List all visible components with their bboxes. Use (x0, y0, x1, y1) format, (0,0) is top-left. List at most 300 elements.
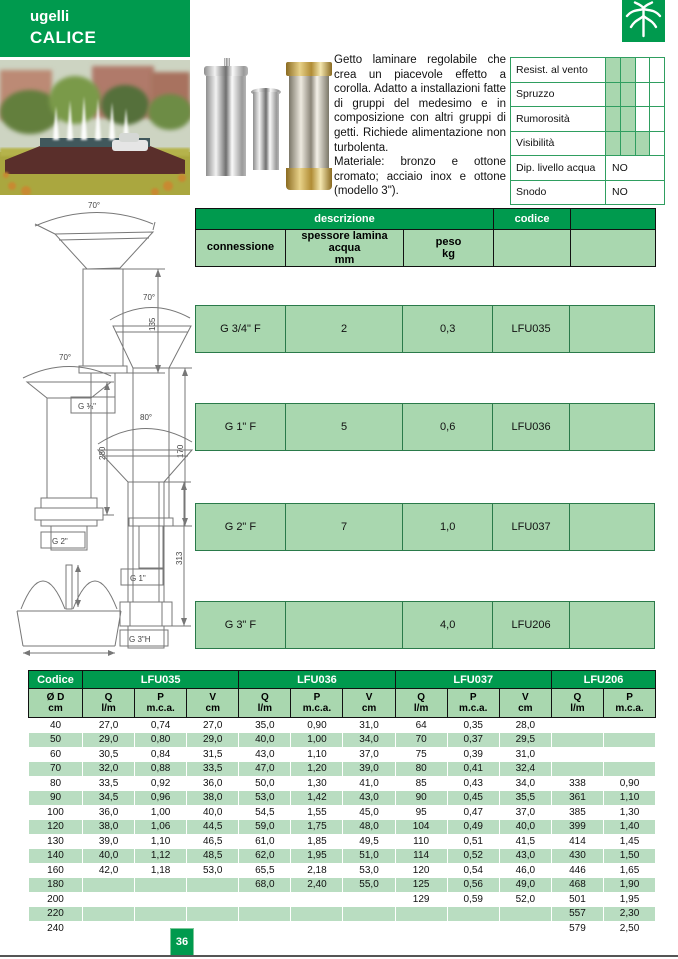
spec-col-peso-line1: peso (435, 236, 462, 248)
characteristic-row (511, 58, 665, 83)
flow-value-cell (135, 907, 187, 922)
flow-data-row (29, 791, 656, 806)
flow-value-cell: 45,0 (359, 806, 379, 818)
flow-header-model: LFU206 (551, 671, 655, 689)
flow-value-cell: 2,40 (291, 878, 343, 893)
flow-value-cell: 0,37 (447, 733, 499, 748)
drawing-height-label: 280 (98, 446, 107, 460)
flow-value-cell: 2,50 (619, 922, 640, 934)
spec-spessore: 5 (285, 403, 403, 451)
flow-value-cell: 65,5 (255, 864, 275, 876)
rating-bar (606, 58, 664, 82)
flow-value-cell: 42,0 (98, 864, 119, 876)
flow-value-cell: 32,0 (83, 762, 135, 777)
rating-cell (649, 58, 664, 82)
flow-value-cell: 62,0 (239, 849, 291, 864)
flow-value-cell: 0,92 (150, 777, 171, 789)
flow-value-cell: 385 (569, 806, 586, 818)
flow-value-cell: 1,42 (291, 791, 343, 806)
flow-value-cell: 110 (413, 835, 430, 847)
characteristic-label: Rumorosità (511, 107, 606, 132)
characteristic-value (606, 107, 665, 132)
rating-cell (620, 83, 635, 107)
flow-value-cell: 64 (415, 719, 427, 731)
flow-value-cell: 1,10 (307, 748, 327, 760)
spec-connessione: G 3/4" F (195, 305, 286, 353)
flow-value-cell: 90 (395, 791, 447, 806)
nozzle-photo-1 (206, 76, 246, 176)
flow-value-cell: 1,90 (603, 878, 655, 893)
description-paragraph: Materiale: bronzo e ottone cromato; acciaio inox e ottone (modello 3"). (334, 156, 506, 198)
characteristic-row (511, 131, 665, 156)
flow-value-cell: 0,56 (447, 878, 499, 893)
drawing-height-label: 135 (148, 317, 157, 331)
flow-value-cell: 35,0 (255, 719, 275, 731)
spec-empty (569, 403, 655, 451)
rating-cell (649, 107, 664, 131)
spec-row (195, 403, 655, 451)
flow-value-cell: 34,5 (83, 791, 135, 806)
flow-value-cell: 0,90 (307, 719, 327, 731)
drawing-angle-label: 70° (59, 353, 72, 362)
flow-value-cell: 31,0 (359, 719, 379, 731)
flow-header-quantity: Q l/m (395, 689, 447, 718)
flow-value-cell: 2,18 (307, 864, 327, 876)
spec-spessore: 7 (285, 503, 403, 551)
drawing-angle-label: 70° (143, 293, 156, 302)
characteristic-label: Dip. livello acqua (511, 156, 606, 181)
flow-data-row (29, 776, 656, 791)
flow-diameter-cell: 80 (49, 777, 62, 789)
page-title-product: CALICE (30, 28, 97, 47)
flow-header-codes-row (29, 671, 656, 689)
spec-col-spessore-line2: mm (334, 254, 355, 266)
flow-value-cell: 120 (412, 864, 430, 876)
spec-peso: 0,6 (402, 403, 493, 451)
spec-header-codice: codice (494, 209, 571, 230)
characteristic-value (606, 82, 665, 107)
flow-value-cell: 0,49 (447, 820, 499, 835)
flow-header-model: LFU036 (239, 671, 395, 689)
spec-col-peso-line2: kg (442, 248, 455, 260)
spec-connessione: G 2" F (195, 503, 286, 551)
flow-value-cell: 39,0 (98, 835, 119, 847)
flow-value-cell (187, 921, 239, 936)
spec-codice: LFU035 (492, 305, 570, 353)
rating-cell (620, 107, 635, 131)
flow-value-cell (291, 907, 343, 922)
rating-bar (606, 107, 664, 131)
flow-value-cell: 54,5 (255, 806, 275, 818)
flow-value-cell: 31,0 (515, 748, 536, 760)
flow-value-cell (291, 921, 343, 936)
flow-value-cell: 1,95 (619, 893, 640, 905)
characteristic-value: NO (606, 156, 665, 181)
flow-data-row (29, 878, 656, 893)
flow-value-cell: 1,50 (603, 849, 655, 864)
flow-value-cell (187, 878, 239, 893)
rating-cell (620, 58, 635, 82)
nozzle-photo-2 (253, 92, 279, 170)
characteristic-value (606, 131, 665, 156)
nozzle-photo-3-base (286, 168, 332, 190)
flow-data-row (29, 718, 656, 733)
flow-value-cell (343, 907, 395, 922)
rating-cell (620, 132, 635, 156)
flow-header-quantity: Q l/m (83, 689, 135, 718)
spec-peso: 0,3 (402, 305, 493, 353)
flow-diameter-cell: 60 (49, 748, 62, 760)
flow-value-cell: 0,90 (619, 777, 640, 789)
flow-value-cell: 48,5 (187, 849, 239, 864)
characteristic-value: NO (606, 180, 665, 205)
spec-connessione: G 1" F (195, 403, 286, 451)
characteristic-label: Visibilità (511, 131, 606, 156)
rating-bar (606, 132, 664, 156)
flow-value-cell: 1,12 (135, 849, 187, 864)
flow-value-cell: 37,0 (515, 806, 536, 818)
flow-value-cell: 33,5 (187, 762, 239, 777)
flow-header-quantity: P m.c.a. (603, 689, 655, 718)
flow-data-row (29, 762, 656, 777)
flow-value-cell: 0,59 (463, 893, 483, 905)
flow-value-cell: 104 (395, 820, 447, 835)
page-title-category: ugelli (30, 8, 70, 25)
flow-value-cell: 0,45 (447, 791, 499, 806)
flow-value-cell (239, 921, 291, 936)
flow-value-cell (83, 907, 135, 922)
flow-value-cell: 27,0 (98, 719, 119, 731)
spec-col-spessore (286, 230, 404, 267)
flow-value-cell: 49,5 (359, 835, 379, 847)
drawing-thread-label: G 1" (130, 574, 146, 583)
flow-data-row (29, 747, 656, 762)
flow-data-row (29, 921, 656, 936)
flow-value-cell: 1,30 (307, 777, 327, 789)
drawing-angle-label: 80° (140, 413, 153, 422)
flow-value-cell: 557 (551, 907, 603, 922)
flow-value-cell: 446 (569, 864, 586, 876)
drawing-thread-label: G ¾" (78, 402, 96, 411)
flow-value-cell (83, 921, 135, 936)
flow-value-cell: 0,96 (135, 791, 187, 806)
flow-value-cell: 50,0 (255, 777, 275, 789)
flow-value-cell: 1,95 (291, 849, 343, 864)
flow-value-cell: 44,5 (187, 820, 239, 835)
drawing-height-label: 313 (175, 551, 184, 565)
flow-header-quantity: P m.c.a. (291, 689, 343, 718)
flow-value-cell: 40,0 (203, 806, 223, 818)
spec-codice: LFU036 (492, 403, 570, 451)
rating-cell (635, 132, 650, 156)
flow-value-cell (551, 747, 603, 762)
flow-data-row (29, 805, 656, 820)
flow-value-cell (499, 907, 551, 922)
spec-row (195, 601, 655, 649)
spec-row (195, 305, 655, 353)
spec-header-empty (571, 209, 656, 230)
flow-value-cell: 29,0 (187, 733, 239, 748)
product-description (334, 53, 506, 199)
flow-value-cell: 1,45 (619, 835, 640, 847)
flow-value-cell: 1,20 (291, 762, 343, 777)
spec-connessione: G 3" F (195, 601, 286, 649)
flow-header-quantity: V cm (187, 689, 239, 718)
flow-value-cell: 46,0 (515, 864, 536, 876)
flow-value-cell: 80 (395, 762, 447, 777)
flow-value-cell: 129 (412, 893, 430, 905)
flow-value-cell: 38,0 (187, 791, 239, 806)
flow-diameter-cell: 70 (29, 762, 83, 777)
flow-diameter-cell: 40 (49, 719, 62, 731)
flow-value-cell (603, 747, 655, 762)
spec-spessore (285, 601, 403, 649)
flow-value-cell: 1,00 (150, 806, 171, 818)
characteristic-label: Snodo (511, 180, 606, 205)
spec-peso: 1,0 (402, 503, 493, 551)
flow-value-cell (551, 733, 603, 748)
flow-value-cell: 75 (415, 748, 427, 760)
flow-value-cell (187, 907, 239, 922)
flow-diameter-cell: 100 (47, 806, 64, 818)
flow-diameter-cell: 200 (47, 893, 64, 905)
flow-value-cell: 95 (415, 806, 427, 818)
flow-value-cell: 70 (395, 733, 447, 748)
flow-value-cell: 0,51 (463, 835, 483, 847)
flow-diameter-cell: 160 (47, 864, 64, 876)
flow-value-cell: 52,0 (515, 893, 536, 905)
flow-header-quantity: Q l/m (551, 689, 603, 718)
rating-cell (635, 107, 650, 131)
flow-header-quantity: V cm (343, 689, 395, 718)
flow-value-cell (603, 718, 655, 733)
flow-value-cell: 0,39 (463, 748, 483, 760)
flow-diameter-cell: 90 (29, 791, 83, 806)
flow-value-cell: 48,0 (343, 820, 395, 835)
flow-value-cell: 28,0 (515, 719, 536, 731)
flow-data-row (29, 733, 656, 748)
flow-value-cell: 338 (569, 777, 586, 789)
flow-data-row (29, 892, 656, 907)
flow-value-cell: 1,06 (135, 820, 187, 835)
page-number: 36 (170, 928, 194, 956)
spec-spessore: 2 (285, 305, 403, 353)
rating-cell (635, 83, 650, 107)
flow-header-quantity: Q l/m (239, 689, 291, 718)
spec-table-header (195, 208, 656, 267)
flow-value-cell (135, 878, 187, 893)
flow-header-codice: Codice (29, 671, 83, 689)
rating-cell (606, 107, 620, 131)
flow-value-cell: 0,54 (463, 864, 483, 876)
flow-value-cell: 43,0 (499, 849, 551, 864)
nozzle-photo-cap (204, 66, 248, 76)
fountain-photo (0, 60, 190, 195)
flow-value-cell: 1,10 (150, 835, 171, 847)
flow-header-model: LFU035 (83, 671, 239, 689)
spec-codice: LFU206 (492, 601, 570, 649)
flow-value-cell: 2,30 (603, 907, 655, 922)
nozzle-photo-3-flange (286, 62, 332, 76)
flow-diameter-cell: 120 (29, 820, 83, 835)
flow-value-cell: 38,0 (83, 820, 135, 835)
flow-value-cell: 501 (569, 893, 586, 905)
flow-value-cell: 40,0 (499, 820, 551, 835)
flow-value-cell: 414 (569, 835, 586, 847)
flow-value-cell: 1,40 (603, 820, 655, 835)
flow-header-quantity: P m.c.a. (135, 689, 187, 718)
flow-value-cell: 30,5 (98, 748, 119, 760)
flow-value-cell (447, 921, 499, 936)
flow-value-cell: 29,0 (83, 733, 135, 748)
flow-value-cell: 399 (551, 820, 603, 835)
fountain-icon (622, 0, 665, 42)
drawing-thread-label: G 2" (52, 537, 68, 546)
flow-value-cell: 1,00 (291, 733, 343, 748)
flow-value-cell (83, 892, 135, 907)
rating-cell (606, 83, 620, 107)
flow-value-cell (83, 878, 135, 893)
flow-value-cell: 0,47 (463, 806, 483, 818)
spec-col-empty (571, 230, 656, 267)
flow-value-cell: 125 (395, 878, 447, 893)
characteristic-row (511, 180, 665, 205)
flow-header-quantity: V cm (499, 689, 551, 718)
characteristic-label: Resist. al vento (511, 58, 606, 83)
flow-value-cell: 53,0 (203, 864, 223, 876)
flow-value-cell: 34,0 (343, 733, 395, 748)
flow-value-cell: 31,5 (203, 748, 223, 760)
flow-header-quantity: P m.c.a. (447, 689, 499, 718)
flow-value-cell: 32,4 (499, 762, 551, 777)
flow-value-cell: 0,80 (135, 733, 187, 748)
flow-value-cell: 1,75 (291, 820, 343, 835)
description-paragraph: Getto laminare regolabile che crea un piacevole effetto a corolla. Adatto a installazioni fatte di gruppi del medesimo e in composizione con altri gruppi di getti. Richiede alimentazione non turbolenta. (334, 54, 506, 154)
flow-value-cell: 46,5 (203, 835, 223, 847)
spec-col-spessore-line1: spessore lamina acqua (301, 230, 388, 254)
flow-data-row (29, 834, 656, 849)
page-title-box (0, 0, 190, 57)
characteristic-label: Spruzzo (511, 82, 606, 107)
flow-diameter-cell: 50 (29, 733, 83, 748)
flow-value-cell: 68,0 (239, 878, 291, 893)
flow-value-cell (343, 921, 395, 936)
spec-codice: LFU037 (492, 503, 570, 551)
flow-value-cell (239, 907, 291, 922)
spec-empty (569, 305, 655, 353)
brand-logo (622, 0, 665, 42)
flow-value-cell: 361 (551, 791, 603, 806)
flow-value-cell: 43,0 (343, 791, 395, 806)
flow-diameter-cell: 140 (29, 849, 83, 864)
flow-data-row (29, 907, 656, 922)
flow-value-cell (447, 907, 499, 922)
flow-value-cell: 53,0 (239, 791, 291, 806)
flow-value-cell: 0,52 (447, 849, 499, 864)
flow-data-row (29, 849, 656, 864)
characteristic-row (511, 82, 665, 107)
flow-value-cell: 29,5 (499, 733, 551, 748)
flow-value-cell (551, 762, 603, 777)
flow-value-cell (343, 892, 395, 907)
flow-value-cell (603, 762, 655, 777)
flow-header-diameter: Ø D cm (29, 689, 83, 718)
flow-data-row (29, 863, 656, 878)
flow-value-cell: 0,84 (150, 748, 171, 760)
rating-cell (649, 83, 664, 107)
flow-value-cell: 39,0 (343, 762, 395, 777)
flow-value-cell: 49,0 (499, 878, 551, 893)
flow-value-cell (239, 892, 291, 907)
spec-col-connessione: connessione (196, 230, 286, 267)
rating-cell (606, 132, 620, 156)
flow-value-cell (135, 892, 187, 907)
flow-value-cell (551, 718, 603, 733)
flow-value-cell: 114 (395, 849, 447, 864)
spec-col-empty (494, 230, 571, 267)
spec-row (195, 503, 655, 551)
flow-value-cell: 0,74 (150, 719, 171, 731)
flow-value-cell: 27,0 (203, 719, 223, 731)
flow-value-cell: 40,0 (239, 733, 291, 748)
flow-diameter-cell: 240 (47, 922, 64, 934)
flow-value-cell: 1,30 (619, 806, 640, 818)
characteristics-table (510, 57, 665, 205)
flow-value-cell (395, 907, 447, 922)
drawing-thread-label: G 3"H (129, 635, 151, 644)
characteristic-value (606, 58, 665, 83)
characteristic-row (511, 156, 665, 181)
bottom-rule (0, 955, 678, 957)
flow-header-model: LFU037 (395, 671, 551, 689)
flow-value-cell: 0,88 (135, 762, 187, 777)
flow-value-cell: 34,0 (515, 777, 536, 789)
spec-header-descrizione: descrizione (196, 209, 494, 230)
flow-diameter-cell: 180 (29, 878, 83, 893)
drawing-height-label: 170 (176, 444, 185, 458)
spec-empty (569, 503, 655, 551)
rating-cell (635, 58, 650, 82)
flow-value-cell: 55,0 (343, 878, 395, 893)
rating-cell (649, 132, 664, 156)
flow-diameter-cell: 220 (29, 907, 83, 922)
flow-value-cell: 0,35 (463, 719, 483, 731)
flow-value-cell: 40,0 (83, 849, 135, 864)
flow-rate-table (28, 670, 656, 936)
flow-value-cell: 1,18 (150, 864, 171, 876)
flow-value-cell: 0,41 (447, 762, 499, 777)
flow-value-cell: 41,0 (359, 777, 379, 789)
drawing-angle-label: 70° (88, 201, 101, 210)
rating-bar (606, 83, 664, 107)
flow-value-cell (603, 733, 655, 748)
flow-value-cell: 59,0 (239, 820, 291, 835)
flow-value-cell: 1,55 (307, 806, 327, 818)
flow-value-cell: 468 (551, 878, 603, 893)
flow-value-cell (187, 892, 239, 907)
flow-value-cell: 47,0 (239, 762, 291, 777)
drawing-spray-profile-icon (15, 553, 125, 658)
flow-value-cell: 61,0 (255, 835, 275, 847)
flow-value-cell: 1,10 (603, 791, 655, 806)
flow-value-cell: 36,0 (98, 806, 119, 818)
flow-value-cell: 37,0 (359, 748, 379, 760)
flow-value-cell: 0,43 (463, 777, 483, 789)
rating-cell (606, 58, 620, 82)
flow-data-row (29, 820, 656, 835)
flow-value-cell: 36,0 (203, 777, 223, 789)
spec-col-peso (404, 230, 494, 267)
